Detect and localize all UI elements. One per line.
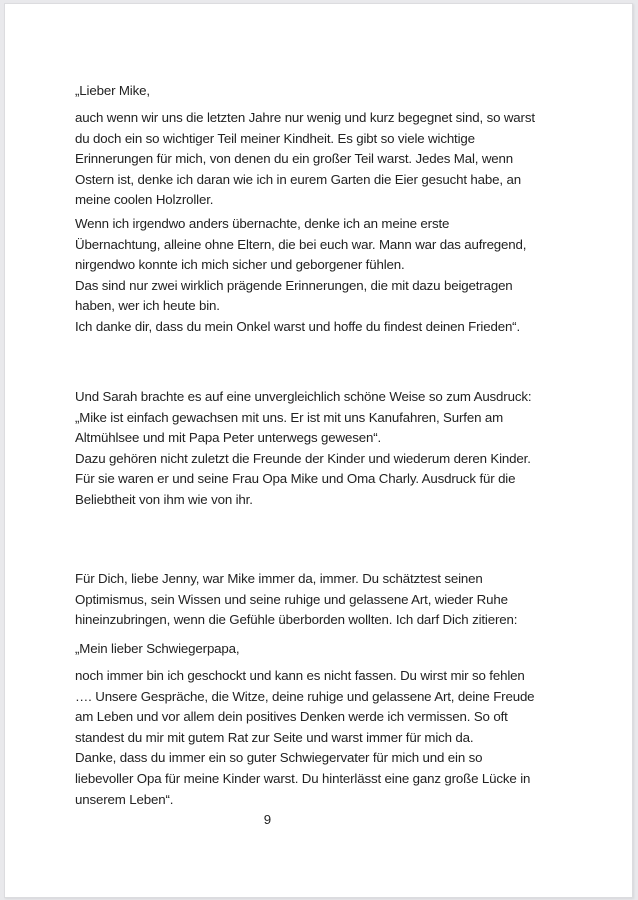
text-line: Optimismus, sein Wissen und seine ruhige und gelassene Art, wieder Ruhe xyxy=(75,591,508,607)
greeting-mike xyxy=(75,81,565,102)
greeting-schwiegerpapa xyxy=(75,639,565,660)
text-line: Altmühlsee und mit Papa Peter unterwegs gewesen“. xyxy=(75,430,382,446)
text-line: unserem Leben“. xyxy=(75,791,174,807)
text-line: du doch ein so wichtiger Teil meiner Kindheit. Es gibt so viele wichtige xyxy=(75,130,475,146)
paragraph-sarah xyxy=(75,387,565,511)
paragraph-overnight xyxy=(75,214,565,338)
text-line: Dazu gehören nicht zuletzt die Freunde der Kinder und wiederum deren Kinder. xyxy=(75,450,531,466)
text-line: Ostern ist, denke ich daran wie ich in eurem Garten die Eier gesucht habe, an xyxy=(75,171,521,187)
paragraph-childhood xyxy=(75,108,565,211)
text-line: haben, wer ich heute bin. xyxy=(75,298,220,314)
text-line: Und Sarah brachte es auf eine unvergleichlich schöne Weise so zum Ausdruck: xyxy=(75,389,532,404)
text-line: noch immer bin ich geschockt und kann es nicht fassen. Du wirst mir so fehlen xyxy=(75,668,525,683)
text-line: Wenn ich irgendwo anders übernachte, denke ich an meine erste xyxy=(75,216,450,231)
text-line: „Mein lieber Schwiegerpapa, xyxy=(75,641,240,656)
text-line: Ich danke dir, dass du mein Onkel warst und hoffe du findest deinen Frieden“. xyxy=(75,318,521,334)
page-number: 9 xyxy=(263,812,272,827)
text-line: auch wenn wir uns die letzten Jahre nur wenig und kurz begegnet sind, so warst xyxy=(75,110,535,125)
text-line: nirgendwo konnte ich mich sicher und geborgener fühlen. xyxy=(75,257,405,273)
text-line: „Lieber Mike, xyxy=(75,83,150,98)
text-line: Beliebtheit von ihm wie von ihr. xyxy=(75,491,253,507)
text-line: Für Dich, liebe Jenny, war Mike immer da, immer. Du schätztest seinen xyxy=(75,571,483,586)
text-line: standest du mir mit gutem Rat zur Seite und warst immer für mich da. xyxy=(75,729,474,745)
text-line: hineinzubringen, wenn die Gefühle überborden wollten. Ich darf Dich zitieren: xyxy=(75,612,518,628)
text-line: liebevoller Opa für meine Kinder warst. Du hinterlässt eine ganz große Lücke in xyxy=(75,770,531,786)
text-line: Erinnerungen für mich, von denen du ein großer Teil warst. Jedes Mal, wenn xyxy=(75,151,514,167)
text-line: Das sind nur zwei wirklich prägende Erinnerungen, die mit dazu beigetragen xyxy=(75,277,513,293)
text-line: meine coolen Holzroller. xyxy=(75,192,214,208)
text-line: Übernachtung, alleine ohne Eltern, die bei euch war. Mann war das aufregend, xyxy=(75,236,527,252)
paragraph-jenny xyxy=(75,569,565,631)
paragraph-jenny-quote xyxy=(75,666,565,810)
text-line: …. Unsere Gespräche, die Witze, deine ruhige und gelassene Art, deine Freude xyxy=(75,688,535,704)
text-line: am Leben und vor allem dein positives Denken werde ich vermissen. So oft xyxy=(75,709,508,725)
text-line: „Mike ist einfach gewachsen mit uns. Er ist mit uns Kanufahren, Surfen am xyxy=(75,409,504,425)
text-line: Für sie waren er und seine Frau Opa Mike und Oma Charly. Ausdruck für die xyxy=(75,471,516,487)
text-line: Danke, dass du immer ein so guter Schwiegervater für mich und ein so xyxy=(75,750,483,766)
